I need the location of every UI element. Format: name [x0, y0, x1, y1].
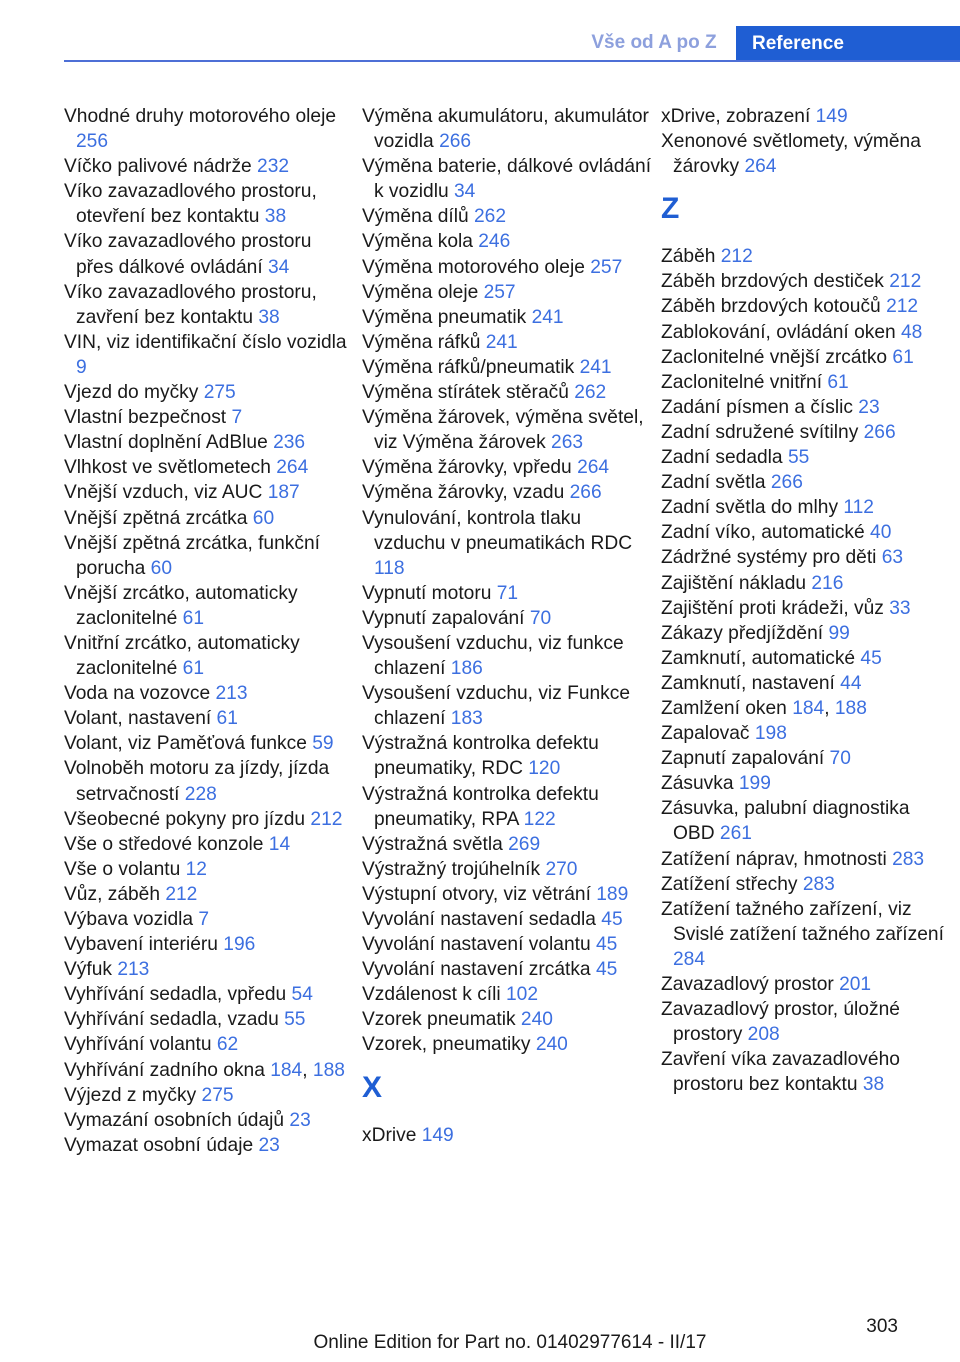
index-entry-text: Zavazadlový prostor — [661, 974, 840, 995]
page-link[interactable]: 70 — [829, 748, 851, 770]
page-link[interactable]: 199 — [738, 773, 771, 795]
index-entry-text: Vyvolání nastavení zrcátka — [362, 959, 596, 981]
page-link[interactable]: 184 — [792, 697, 825, 719]
page-link[interactable]: 188 — [834, 697, 867, 719]
index-entry — [661, 420, 951, 445]
index-entry — [362, 405, 652, 455]
page-link[interactable]: 71 — [496, 582, 519, 604]
index-entry-text: Zapalovač — [661, 723, 755, 745]
page-link[interactable]: 241 — [579, 356, 612, 378]
index-entry — [64, 280, 354, 330]
index-entry — [362, 932, 652, 957]
index-entry — [362, 681, 652, 731]
index-entry — [362, 330, 652, 355]
index-entry-text: Výměna kola — [362, 231, 479, 253]
page-link[interactable]: 33 — [889, 597, 911, 619]
index-entry-text: Výstupní otvory, viz větrání — [362, 883, 597, 905]
page-link[interactable]: 264 — [276, 457, 309, 479]
page-link[interactable]: 264 — [577, 457, 610, 479]
index-entry — [661, 445, 951, 470]
page-link[interactable]: 23 — [258, 1134, 280, 1156]
index-entry-text: Výměna žárovek, výměna světel, viz Výměna žárovek — [362, 407, 644, 454]
index-entry-text: Záběh brzdových destiček — [661, 271, 890, 293]
index-entry-text: xDrive, zobrazení — [661, 106, 816, 127]
index-entry-text: Výměna baterie, dálkové ovládání k vozidlu — [362, 156, 652, 203]
page-link[interactable]: 270 — [545, 858, 578, 880]
index-entry — [661, 269, 951, 294]
page-link[interactable]: 45 — [860, 647, 882, 669]
index-entry — [661, 972, 951, 997]
index-entry-text: Víko zavazadlového prostoru, zavření bez kontaktu — [64, 281, 317, 328]
page-link[interactable]: 275 — [203, 382, 236, 404]
index-entry — [661, 129, 951, 179]
index-entry — [661, 495, 951, 520]
page-link[interactable]: 284 — [673, 948, 706, 970]
index-entry — [64, 857, 354, 882]
index-entry-text: Víko zavazadlového prostoru přes dálkové ovládání — [64, 231, 312, 278]
index-entry-text: Vše o středové konzole — [64, 833, 269, 855]
page-link[interactable]: 183 — [450, 708, 483, 730]
index-entry — [64, 506, 354, 531]
page-link[interactable]: 38 — [258, 306, 280, 328]
page-link[interactable]: 216 — [811, 572, 844, 594]
footer-edition: Online Edition for Part no. 01402977614 - II/17 — [313, 1332, 707, 1353]
index-entry — [661, 746, 951, 771]
index-entry — [64, 581, 354, 631]
page-link[interactable]: 118 — [374, 557, 405, 579]
page-link[interactable]: 241 — [485, 331, 518, 353]
page-link[interactable]: 212 — [310, 808, 343, 830]
page-link[interactable]: 48 — [901, 321, 923, 343]
index-entry-text: Výměna ráfků — [362, 331, 486, 353]
index-entry — [362, 305, 652, 330]
index-entry-text: Zákazy předjíždění — [661, 622, 829, 644]
index-entry — [64, 229, 354, 279]
index-entry-text: Vypnutí motoru — [362, 582, 497, 604]
index-entry-text: VIN, viz identifikační číslo vozidla — [64, 331, 347, 353]
page-link[interactable]: 38 — [862, 1074, 885, 1096]
page-link[interactable]: 59 — [312, 733, 334, 755]
page-link[interactable]: 240 — [520, 1009, 553, 1031]
index-entry — [64, 405, 354, 430]
index-entry — [661, 104, 951, 129]
index-entry — [661, 621, 951, 646]
index-entry — [64, 882, 354, 907]
page-link[interactable]: 275 — [201, 1084, 234, 1106]
index-entry — [64, 756, 354, 806]
index-entry — [64, 982, 354, 1007]
index-entry-text: Zadní víko, automatické — [661, 522, 871, 544]
index-entry-text: Výměna stírátek stěračů — [362, 382, 575, 404]
page-link[interactable]: 256 — [76, 131, 109, 153]
index-entry-text: Výměna akumulátoru, akumulátor vozidla — [362, 106, 649, 153]
index-entry — [661, 370, 951, 395]
index-entry — [362, 355, 652, 380]
index-entry — [362, 882, 652, 907]
page-link[interactable]: 213 — [117, 959, 150, 981]
index-entry-text: Vzdálenost k cíli — [362, 984, 506, 1006]
index-entry — [661, 796, 951, 846]
page-link[interactable]: 12 — [185, 858, 207, 880]
page-link[interactable]: 228 — [184, 783, 217, 805]
index-entry — [362, 957, 652, 982]
index-entry-text: Vůz, záběh — [64, 883, 166, 905]
index-entry — [64, 531, 354, 581]
index-entry — [362, 280, 652, 305]
index-entry — [64, 1032, 354, 1057]
index-entry — [362, 154, 652, 204]
index-entry — [661, 320, 951, 345]
index-entry-text: Vysoušení vzduchu, viz Funkce chlazení — [362, 683, 631, 730]
page-link[interactable]: 61 — [182, 658, 205, 680]
index-entry-text: Vymazat osobní údaje — [64, 1134, 259, 1156]
page-link[interactable]: 232 — [257, 156, 290, 178]
index-entry-text: xDrive — [362, 1124, 422, 1146]
page-number: 303 — [866, 1316, 898, 1337]
index-entry-text: Vyvolání nastavení sedadla — [362, 909, 602, 930]
page-link[interactable]: 61 — [892, 346, 914, 368]
page-link[interactable]: 7 — [198, 909, 210, 930]
index-entry — [661, 721, 951, 746]
page-separator: , — [302, 1059, 313, 1081]
index-entry-text: Volant, viz Paměťová funkce — [64, 733, 313, 755]
index-entry — [64, 380, 354, 405]
index-entry — [661, 771, 951, 796]
index-entry — [64, 1058, 354, 1083]
page-link[interactable]: 262 — [474, 206, 507, 228]
page-link[interactable]: 266 — [863, 421, 896, 443]
page-link[interactable]: 61 — [216, 708, 238, 730]
index-entry — [64, 154, 354, 179]
page-link[interactable]: 212 — [720, 246, 753, 268]
index-entry-text: Víko zavazadlového prostoru, otevření bez kontaktu — [64, 181, 317, 228]
index-entry-text: Zamlžení oken — [661, 697, 793, 719]
index-entry-text: Vnější zpětná zrcátka — [64, 507, 253, 529]
index-entry-text: Vynulování, kontrola tlaku vzduchu v pneumatikách RDC — [362, 507, 633, 554]
index-entry-text: Výstražná kontrolka defektu pneumatiky, RDC — [362, 733, 599, 780]
index-entry — [362, 606, 652, 631]
index-entry-text: Vjezd do myčky — [64, 382, 204, 404]
index-entry-text: Vlhkost ve světlometech — [64, 457, 277, 479]
index-entry-text: Výměna pneumatik — [362, 306, 532, 328]
index-entry — [362, 255, 652, 280]
page-link[interactable]: 269 — [508, 833, 541, 855]
index-entry — [661, 345, 951, 370]
page-link[interactable]: 262 — [574, 382, 607, 404]
index-entry-text: Vnější zrcátko, automaticky zaclonitelné — [64, 582, 298, 629]
page-header — [0, 26, 960, 60]
index-entry — [362, 631, 652, 681]
page-link[interactable]: 34 — [453, 181, 476, 203]
index-entry — [64, 731, 354, 756]
index-entry-text: Vybavení interiéru — [64, 934, 224, 956]
index-entry — [64, 430, 354, 455]
page-link[interactable]: 112 — [843, 497, 874, 519]
index-entry — [661, 395, 951, 420]
page-link[interactable]: 99 — [828, 622, 850, 644]
index-entry-text: Voda na vozovce — [64, 683, 216, 705]
index-entry — [362, 104, 652, 154]
index-entry-text: Výměna dílů — [362, 206, 474, 228]
page-link[interactable]: 236 — [273, 432, 306, 454]
page-link[interactable]: 196 — [223, 934, 256, 956]
page-link[interactable]: 7 — [231, 407, 243, 429]
page-link[interactable]: 257 — [483, 281, 516, 303]
index-entry-text: Vnější zpětná zrcátka, funkční porucha — [64, 532, 320, 579]
page-link[interactable]: 198 — [754, 723, 787, 745]
reference-tab[interactable]: Reference — [736, 26, 960, 62]
index-entry-text: Zajištění proti krádeži, vůz — [661, 597, 890, 619]
index-entry — [64, 706, 354, 731]
page-link[interactable]: 263 — [551, 432, 584, 454]
page-link[interactable]: 257 — [590, 256, 623, 278]
index-entry-text: Výměna oleje — [362, 281, 484, 303]
index-entry — [661, 997, 951, 1047]
index-entry — [64, 907, 354, 932]
index-entry-text: Vlastní doplnění AdBlue — [64, 432, 274, 454]
index-entry-text: Zapnutí zapalování — [661, 748, 830, 770]
page-link[interactable]: 283 — [892, 848, 925, 870]
index-entry-text: Zamknutí, nastavení — [661, 672, 841, 694]
index-letter-heading: Z — [661, 192, 680, 226]
index-entry — [64, 1108, 354, 1133]
page-link[interactable]: 55 — [284, 1009, 306, 1031]
index-entry — [64, 1007, 354, 1032]
index-entry — [362, 1032, 652, 1057]
index-entry-text: Výbava vozidla — [64, 909, 199, 930]
index-entry — [64, 681, 354, 706]
page-link[interactable]: 266 — [569, 482, 602, 504]
page-link[interactable]: 45 — [601, 909, 623, 930]
index-entry-text: Zádržné systémy pro děti — [661, 547, 882, 569]
index-entry — [661, 571, 951, 596]
page-link[interactable]: 212 — [165, 883, 198, 905]
index-entry — [64, 932, 354, 957]
index-entry-text: Výměna ráfků/pneumatik — [362, 356, 580, 378]
index-entry — [64, 832, 354, 857]
index-entry-text: Výměna žárovky, vpředu — [362, 457, 578, 479]
index-entry — [362, 731, 652, 781]
index-entry-text: Zadání písmen a číslic — [661, 396, 859, 418]
page-link[interactable]: 63 — [881, 547, 904, 569]
page-link[interactable]: 149 — [421, 1124, 454, 1146]
page-link[interactable]: 212 — [886, 296, 919, 318]
index-entry-text: Víčko palivové nádrže — [64, 156, 258, 178]
index-entry — [362, 455, 652, 480]
index-entry-text: Zablokování, ovládání oken — [661, 321, 902, 343]
index-entry — [64, 1133, 354, 1158]
index-entry — [362, 581, 652, 606]
index-entry-text: Zaclonitelné vnitřní — [661, 371, 828, 393]
index-entry — [362, 204, 652, 229]
index-entry — [362, 380, 652, 405]
page-link[interactable]: 9 — [76, 356, 87, 378]
index-entry-text: Zajištění nákladu — [661, 572, 812, 594]
index-entry — [362, 1123, 652, 1148]
index-entry-text: Zadní světla do mlhy — [661, 497, 844, 519]
page-link[interactable]: 264 — [744, 156, 777, 178]
page-link[interactable]: 45 — [595, 934, 618, 956]
index-entry — [661, 897, 951, 972]
page-link[interactable]: 14 — [268, 833, 291, 855]
index-entry — [661, 872, 951, 897]
index-entry-text: Vnitřní zrcátko, automaticky zaclonitelné — [64, 632, 300, 680]
page-link[interactable]: 184 — [270, 1059, 303, 1081]
index-entry — [362, 1007, 652, 1032]
index-entry-text: Volant, nastavení — [64, 708, 217, 730]
index-entry — [661, 847, 951, 872]
page-link[interactable]: 61 — [182, 607, 205, 629]
index-entry — [362, 832, 652, 857]
index-entry — [362, 506, 652, 581]
index-entry-text: Vyvolání nastavení volantu — [362, 934, 596, 956]
index-entry-text: Vzorek pneumatik — [362, 1009, 521, 1031]
index-entry-text: Zavření víka zavazadlového prostoru bez kontaktu — [661, 1049, 900, 1096]
index-entry — [661, 671, 951, 696]
index-entry-text: Zadní světla — [661, 472, 771, 494]
page-link[interactable]: 70 — [529, 607, 552, 629]
index-entry-text: Vhodné druhy motorového oleje — [64, 106, 337, 127]
page-link[interactable]: 201 — [839, 974, 872, 995]
index-entry-text: Vnější vzduch, viz AUC — [64, 482, 268, 504]
page-link[interactable]: 55 — [787, 447, 810, 469]
index-entry — [362, 229, 652, 254]
page-link[interactable]: 186 — [450, 658, 483, 680]
index-entry-text: Vyhřívání sedadla, vpředu — [64, 984, 292, 1006]
index-entry-text: Zadní sdružené svítilny — [661, 421, 864, 443]
page-link[interactable]: 149 — [815, 106, 848, 127]
index-entry — [64, 957, 354, 982]
index-entry-text: Xenonové světlomety, výměna žárovky — [661, 131, 921, 178]
page-link[interactable]: 246 — [478, 231, 511, 253]
index-entry — [64, 104, 354, 154]
index-entry-text: Zatížení náprav, hmotnosti — [661, 848, 893, 870]
index-entry — [362, 907, 652, 932]
page-link[interactable]: 45 — [595, 959, 618, 981]
index-entry — [661, 294, 951, 319]
index-entry-text: Vyhřívání zadního okna — [64, 1059, 271, 1081]
index-entry-text: Zásuvka, palubní diagnostika OBD — [661, 798, 910, 845]
index-entry-text: Zamknutí, automatické — [661, 647, 861, 669]
index-entry-text: Záběh brzdových kotoučů — [661, 296, 887, 318]
page-link[interactable]: 23 — [858, 396, 880, 418]
index-entry — [64, 455, 354, 480]
index-entry — [64, 807, 354, 832]
index-entry-text: Vysoušení vzduchu, viz funkce chlazení — [362, 632, 624, 680]
index-entry-text: Vlastní bezpečnost — [64, 407, 232, 429]
page-link[interactable]: 62 — [216, 1034, 239, 1056]
page-link[interactable]: 120 — [528, 758, 561, 780]
page-link[interactable]: 40 — [870, 522, 892, 544]
index-entry — [661, 545, 951, 570]
page-link[interactable]: 23 — [289, 1109, 311, 1131]
index-entry — [64, 631, 354, 681]
header-rule — [64, 60, 960, 62]
page-link[interactable]: 266 — [439, 131, 472, 153]
index-entry — [362, 782, 652, 832]
index-entry-text: Vymazání osobních údajů — [64, 1109, 290, 1131]
page-link[interactable]: 54 — [291, 984, 313, 1006]
index-entry — [362, 857, 652, 882]
page-link[interactable]: 60 — [150, 557, 173, 579]
index-entry-text: Výstražná kontrolka defektu pneumatiky, RPA — [362, 783, 599, 830]
page-link[interactable]: 122 — [523, 808, 556, 830]
index-entry-text: Výměna žárovky, vzadu — [362, 482, 570, 504]
index-entry — [661, 696, 951, 721]
index-entry — [661, 244, 951, 269]
index-entry-text: Vše o volantu — [64, 858, 186, 880]
page-link[interactable]: 189 — [596, 883, 629, 905]
index-entry-text: Vyhřívání sedadla, vzadu — [64, 1009, 285, 1031]
index-entry — [64, 1083, 354, 1108]
index-entry-text: Výměna motorového oleje — [362, 256, 591, 278]
index-entry-text: Zatížení střechy — [661, 873, 803, 895]
index-entry-text: Výjezd z myčky — [64, 1084, 202, 1106]
index-entry-text: Zadní sedadla — [661, 447, 788, 469]
page-link[interactable]: 213 — [215, 683, 248, 705]
index-entry — [661, 646, 951, 671]
index-entry — [661, 470, 951, 495]
page-link[interactable]: 212 — [889, 271, 922, 293]
index-entry-text: Vyhřívání volantu — [64, 1034, 217, 1056]
index-entry-text: Vypnutí zapalování — [362, 607, 530, 629]
index-entry-text: Výstražný trojúhelník — [362, 858, 546, 880]
page-link[interactable]: 61 — [827, 371, 849, 393]
index-letter-heading: X — [362, 1070, 383, 1104]
index-entry-text: Výstražná světla — [362, 833, 509, 855]
index-entry — [64, 330, 354, 380]
page-link[interactable]: 38 — [264, 206, 287, 228]
index-entry — [661, 520, 951, 545]
index-entry-text: Záběh — [661, 246, 721, 268]
page-link[interactable]: 188 — [312, 1059, 345, 1081]
index-column-2 — [362, 104, 652, 1148]
page-link[interactable]: 261 — [719, 823, 752, 845]
index-column-1 — [64, 104, 354, 1158]
index-entry-text: Vzorek, pneumatiky — [362, 1034, 536, 1056]
page-link[interactable]: 187 — [267, 482, 300, 504]
page-link[interactable]: 241 — [531, 306, 564, 328]
index-entry — [362, 982, 652, 1007]
index-entry-text: Výfuk — [64, 959, 118, 981]
index-entry — [661, 1047, 951, 1097]
section-title: Vše od A po Z — [591, 32, 717, 53]
index-entry — [64, 179, 354, 229]
index-column-3 — [661, 104, 951, 1097]
page-link[interactable]: 44 — [840, 672, 862, 694]
page-link[interactable]: 208 — [747, 1024, 780, 1046]
page-link[interactable]: 60 — [252, 507, 275, 529]
index-entry-text: Všeobecné pokyny pro jízdu — [64, 808, 311, 830]
index-entry-text: Zaclonitelné vnější zrcátko — [661, 346, 893, 368]
page-link[interactable]: 283 — [802, 873, 835, 895]
page-link[interactable]: 34 — [268, 256, 290, 278]
page-link[interactable]: 102 — [505, 984, 538, 1006]
page-separator: , — [824, 697, 835, 719]
index-entry-text: Zavazadlový prostor, úložné prostory — [661, 999, 900, 1046]
page-link[interactable]: 240 — [535, 1034, 568, 1056]
index-entry-text: Zásuvka — [661, 773, 739, 795]
index-entry — [362, 480, 652, 505]
index-entry — [661, 596, 951, 621]
index-entry — [64, 480, 354, 505]
index-entry-text: Zatížení tažného zařízení, viz Svislé zatížení tažného zařízení — [661, 898, 944, 945]
page-link[interactable]: 266 — [770, 472, 803, 494]
index-entry-text: Volnoběh motoru za jízdy, jízda setrvačností — [64, 758, 330, 805]
